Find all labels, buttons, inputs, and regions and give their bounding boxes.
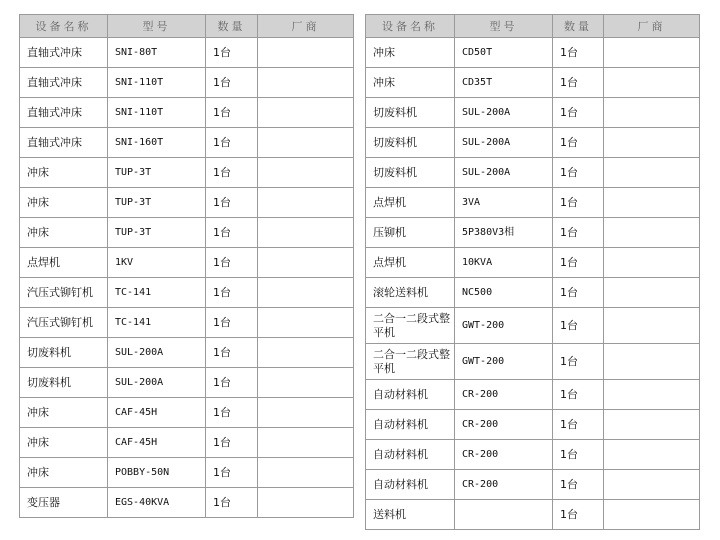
cell-model: TUP-3T — [108, 188, 206, 218]
cell-name: 自动材料机 — [366, 410, 455, 440]
table-row — [20, 308, 354, 338]
cell-maker — [604, 38, 700, 68]
cell-qty: 1台 — [553, 470, 604, 500]
cell-name: 自动材料机 — [366, 380, 455, 410]
cell-qty: 1台 — [206, 98, 258, 128]
cell-qty: 1台 — [206, 338, 258, 368]
cell-qty: 1台 — [553, 410, 604, 440]
cell-model: CD50T — [455, 38, 553, 68]
cell-maker — [258, 458, 354, 488]
table-row — [20, 158, 354, 188]
cell-qty: 1台 — [206, 128, 258, 158]
cell-qty: 1台 — [206, 278, 258, 308]
table-row — [366, 98, 700, 128]
cell-model: TUP-3T — [108, 218, 206, 248]
table-row — [20, 188, 354, 218]
table-row — [20, 368, 354, 398]
table-row — [366, 188, 700, 218]
cell-name: 切废料机 — [20, 338, 108, 368]
table-row — [20, 128, 354, 158]
cell-model: SNI-80T — [108, 38, 206, 68]
cell-name: 冲床 — [20, 188, 108, 218]
header-model: 型号 — [455, 15, 553, 38]
cell-maker — [604, 248, 700, 278]
cell-maker — [258, 428, 354, 458]
cell-name: 冲床 — [20, 458, 108, 488]
cell-maker — [258, 278, 354, 308]
cell-model: CR-200 — [455, 440, 553, 470]
header-model: 型号 — [108, 15, 206, 38]
cell-name: 压铆机 — [366, 218, 455, 248]
cell-model: SUL-200A — [108, 338, 206, 368]
cell-qty: 1台 — [553, 98, 604, 128]
cell-name: 点焊机 — [366, 188, 455, 218]
cell-name: 冲床 — [20, 158, 108, 188]
cell-qty: 1台 — [206, 68, 258, 98]
cell-name: 直轴式冲床 — [20, 68, 108, 98]
header-name: 设备名称 — [20, 15, 108, 38]
equipment-table-left — [19, 14, 354, 518]
header-name: 设备名称 — [366, 15, 455, 38]
table-row — [366, 218, 700, 248]
cell-name: 切废料机 — [366, 158, 455, 188]
cell-model: CR-200 — [455, 470, 553, 500]
cell-model: 1KV — [108, 248, 206, 278]
cell-qty: 1台 — [553, 38, 604, 68]
cell-model: CAF-45H — [108, 428, 206, 458]
cell-model: TUP-3T — [108, 158, 206, 188]
table-row — [366, 38, 700, 68]
cell-maker — [258, 488, 354, 518]
header-qty: 数量 — [553, 15, 604, 38]
cell-qty: 1台 — [206, 218, 258, 248]
cell-model: TC-141 — [108, 308, 206, 338]
cell-model: SUL-200A — [455, 128, 553, 158]
cell-qty: 1台 — [553, 128, 604, 158]
cell-model: SUL-200A — [455, 98, 553, 128]
cell-maker — [258, 368, 354, 398]
cell-maker — [258, 398, 354, 428]
cell-model: 5P380V3相 — [455, 218, 553, 248]
cell-name: 二合一二段式整平机 — [366, 308, 455, 344]
equipment-table-right — [365, 14, 700, 530]
cell-model: NC500 — [455, 278, 553, 308]
table-row — [20, 38, 354, 68]
header-qty: 数量 — [206, 15, 258, 38]
table-row — [366, 470, 700, 500]
cell-maker — [258, 188, 354, 218]
cell-maker — [604, 98, 700, 128]
cell-model: CR-200 — [455, 380, 553, 410]
header-maker: 厂商 — [258, 15, 354, 38]
cell-qty: 1台 — [553, 308, 604, 344]
cell-qty: 1台 — [553, 218, 604, 248]
cell-maker — [604, 128, 700, 158]
cell-maker — [258, 128, 354, 158]
table-row — [20, 68, 354, 98]
cell-model: CR-200 — [455, 410, 553, 440]
cell-model: 10KVA — [455, 248, 553, 278]
cell-name: 自动材料机 — [366, 440, 455, 470]
cell-maker — [604, 218, 700, 248]
table-row — [366, 308, 700, 344]
cell-name: 冲床 — [20, 428, 108, 458]
cell-maker — [604, 188, 700, 218]
table-row — [20, 98, 354, 128]
cell-maker — [258, 218, 354, 248]
header-row — [20, 15, 354, 38]
cell-maker — [604, 380, 700, 410]
cell-model: SNI-110T — [108, 68, 206, 98]
cell-qty: 1台 — [553, 188, 604, 218]
cell-maker — [258, 68, 354, 98]
cell-model: GWT-200 — [455, 344, 553, 380]
cell-name: 汽压式铆钉机 — [20, 278, 108, 308]
cell-maker — [258, 338, 354, 368]
cell-qty: 1台 — [553, 440, 604, 470]
cell-model: CAF-45H — [108, 398, 206, 428]
cell-maker — [604, 470, 700, 500]
cell-maker — [258, 158, 354, 188]
cell-qty: 1台 — [206, 248, 258, 278]
cell-name: 点焊机 — [20, 248, 108, 278]
table-row — [366, 344, 700, 380]
cell-model: SUL-200A — [455, 158, 553, 188]
cell-name: 直轴式冲床 — [20, 38, 108, 68]
cell-qty: 1台 — [553, 344, 604, 380]
cell-qty: 1台 — [206, 308, 258, 338]
header-row — [366, 15, 700, 38]
table-body-left — [20, 38, 354, 518]
cell-qty: 1台 — [553, 68, 604, 98]
cell-maker — [258, 248, 354, 278]
table-row — [20, 488, 354, 518]
cell-model: CD35T — [455, 68, 553, 98]
cell-name: 变压器 — [20, 488, 108, 518]
cell-name: 冲床 — [366, 38, 455, 68]
cell-maker — [604, 158, 700, 188]
table-row — [20, 398, 354, 428]
table-body-right — [366, 38, 700, 530]
table-row — [20, 218, 354, 248]
cell-maker — [604, 278, 700, 308]
cell-model: SUL-200A — [108, 368, 206, 398]
cell-qty: 1台 — [206, 488, 258, 518]
cell-name: 切废料机 — [366, 98, 455, 128]
table-row — [20, 458, 354, 488]
cell-qty: 1台 — [553, 380, 604, 410]
cell-qty: 1台 — [553, 278, 604, 308]
cell-model: SNI-110T — [108, 98, 206, 128]
cell-qty: 1台 — [206, 368, 258, 398]
cell-name: 送料机 — [366, 500, 455, 530]
table-row — [366, 278, 700, 308]
cell-model: POBBY-50N — [108, 458, 206, 488]
cell-name: 自动材料机 — [366, 470, 455, 500]
cell-qty: 1台 — [553, 158, 604, 188]
cell-qty: 1台 — [553, 500, 604, 530]
table-row — [20, 248, 354, 278]
cell-qty: 1台 — [206, 398, 258, 428]
cell-maker — [258, 308, 354, 338]
cell-maker — [604, 308, 700, 344]
cell-model: 3VA — [455, 188, 553, 218]
cell-qty: 1台 — [206, 38, 258, 68]
cell-maker — [604, 410, 700, 440]
table-row — [366, 158, 700, 188]
cell-qty: 1台 — [206, 158, 258, 188]
table-row — [20, 428, 354, 458]
cell-maker — [258, 38, 354, 68]
cell-qty: 1台 — [206, 188, 258, 218]
cell-model: SNI-160T — [108, 128, 206, 158]
table-row — [366, 128, 700, 158]
cell-name: 点焊机 — [366, 248, 455, 278]
cell-maker — [604, 68, 700, 98]
cell-name: 直轴式冲床 — [20, 128, 108, 158]
cell-name: 直轴式冲床 — [20, 98, 108, 128]
cell-name: 冲床 — [20, 218, 108, 248]
cell-maker — [604, 500, 700, 530]
table-row — [366, 380, 700, 410]
cell-name: 二合一二段式整平机 — [366, 344, 455, 380]
cell-name: 冲床 — [20, 398, 108, 428]
table-row — [366, 248, 700, 278]
table-row — [20, 278, 354, 308]
header-maker: 厂商 — [604, 15, 700, 38]
cell-name: 切废料机 — [20, 368, 108, 398]
cell-name: 汽压式铆钉机 — [20, 308, 108, 338]
cell-name: 冲床 — [366, 68, 455, 98]
cell-name: 滚轮送料机 — [366, 278, 455, 308]
table-row — [366, 68, 700, 98]
table-row — [366, 410, 700, 440]
cell-qty: 1台 — [553, 248, 604, 278]
cell-model: EGS-40KVA — [108, 488, 206, 518]
cell-qty: 1台 — [206, 458, 258, 488]
cell-maker — [604, 344, 700, 380]
cell-maker — [258, 98, 354, 128]
cell-qty: 1台 — [206, 428, 258, 458]
table-row — [20, 338, 354, 368]
cell-maker — [604, 440, 700, 470]
cell-model — [455, 500, 553, 530]
table-row — [366, 500, 700, 530]
cell-model: TC-141 — [108, 278, 206, 308]
table-row — [366, 440, 700, 470]
cell-model: GWT-200 — [455, 308, 553, 344]
cell-name: 切废料机 — [366, 128, 455, 158]
